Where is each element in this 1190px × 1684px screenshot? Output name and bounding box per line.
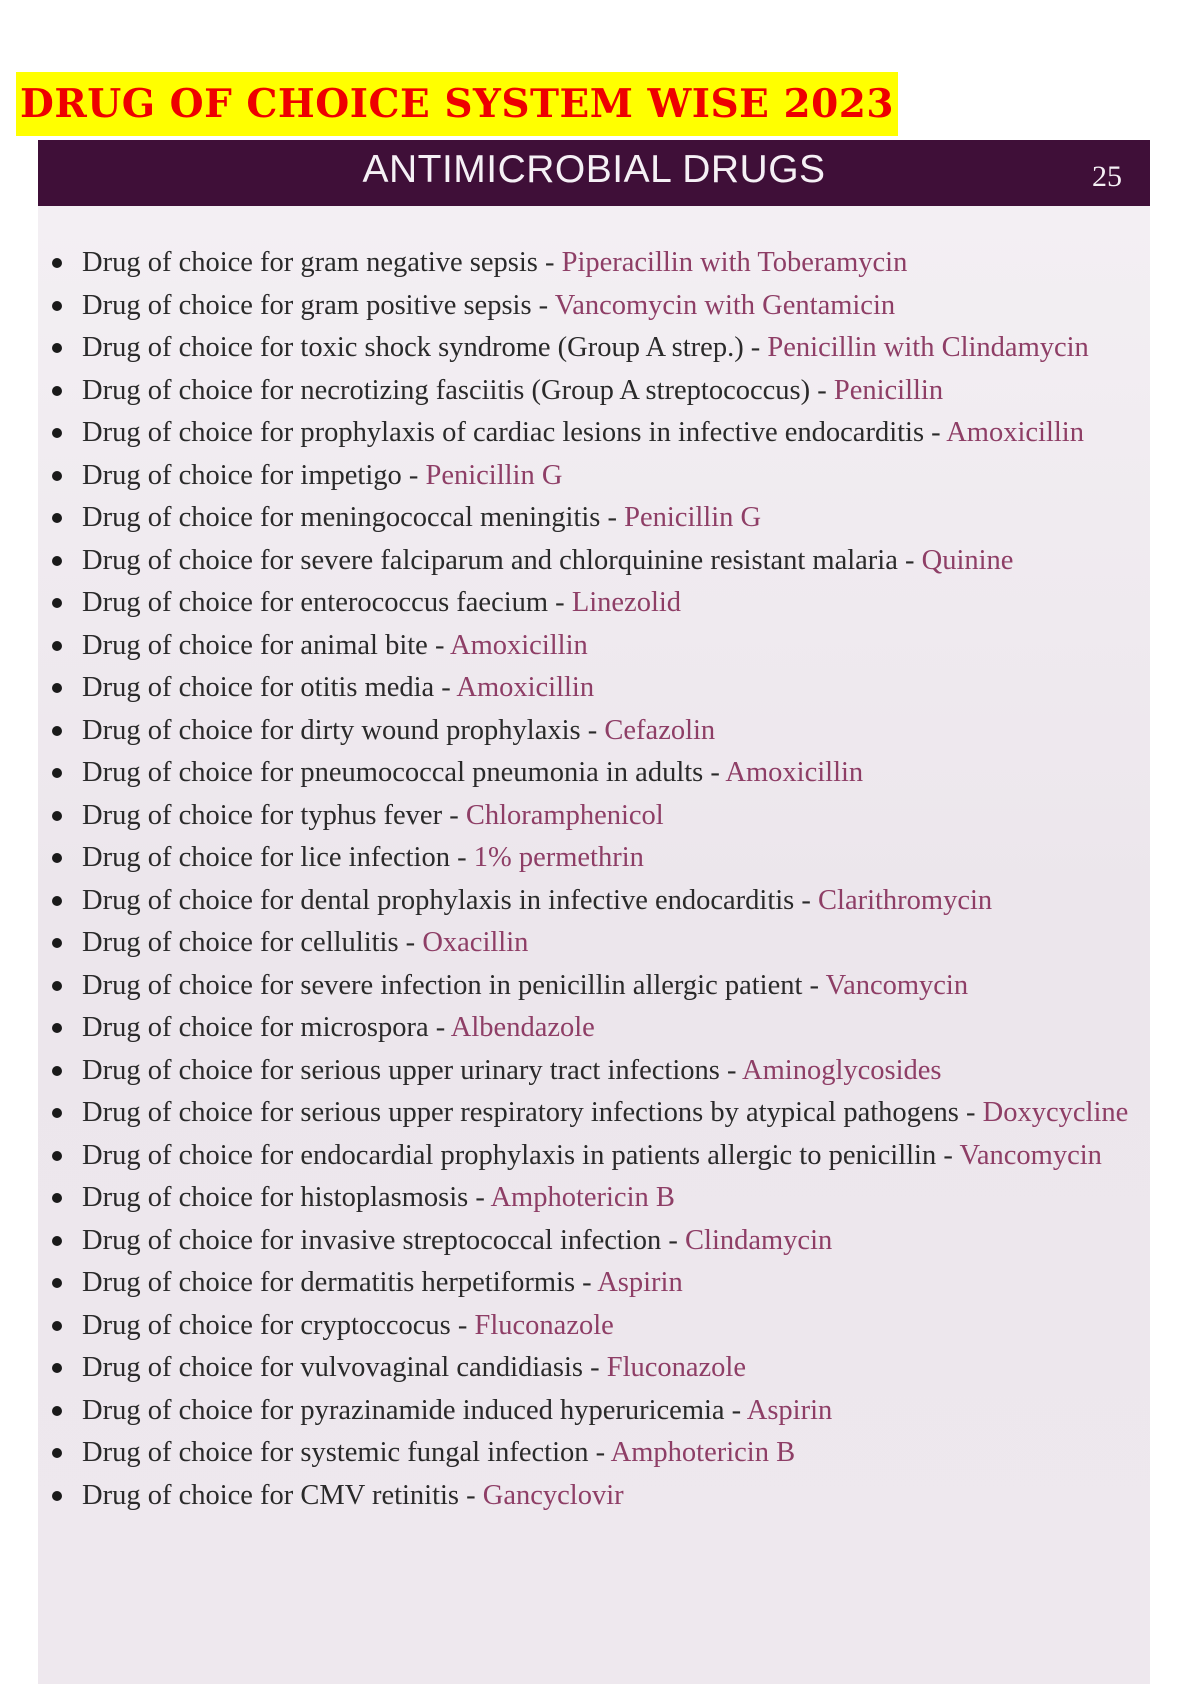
- condition-text: Drug of choice for gram negative sepsis -: [82, 247, 562, 278]
- bullet-icon: [52, 768, 62, 778]
- bullet-icon: [52, 1321, 62, 1331]
- list-item: [38, 455, 1150, 498]
- condition-text: Drug of choice for endocardial prophylaxis in patients allergic to penicillin -: [82, 1139, 960, 1171]
- bullet-icon: [52, 428, 62, 438]
- bullet-icon: [52, 301, 62, 311]
- list-item: [38, 1177, 1150, 1220]
- condition-text: Drug of choice for systemic fungal infection -: [82, 1437, 611, 1468]
- document-page: [38, 140, 1150, 1684]
- condition-text: Drug of choice for severe falciparum and chlorquinine resistant malaria -: [82, 544, 922, 576]
- list-item: [38, 1007, 1150, 1050]
- condition-text: Drug of choice for gram positive sepsis -: [82, 289, 555, 321]
- bullet-icon: [52, 896, 62, 906]
- drug-name: Aspirin: [746, 1394, 833, 1426]
- bullet-icon: [52, 1151, 62, 1161]
- bullet-icon: [52, 938, 62, 948]
- bullet-icon: [52, 471, 62, 481]
- drug-name: Aminoglycosides: [742, 1054, 942, 1086]
- list-item: [38, 837, 1150, 880]
- condition-text: Drug of choice for invasive streptococcal infection -: [82, 1224, 686, 1256]
- drug-name: Amoxicillin: [946, 417, 1084, 448]
- condition-text: Drug of choice for enterococcus faecium -: [82, 587, 572, 618]
- bullet-icon: [52, 258, 62, 268]
- condition-text: Drug of choice for dirty wound prophylaxis -: [82, 714, 605, 746]
- list-item: [38, 880, 1150, 923]
- condition-text: Drug of choice for serious upper urinary tract infections -: [82, 1054, 743, 1086]
- bullet-icon: [52, 811, 62, 821]
- drug-name: Penicillin with Clindamycin: [767, 332, 1089, 363]
- list-item: [38, 1390, 1150, 1433]
- drug-name: Quinine: [921, 544, 1014, 576]
- bullet-icon: [52, 641, 62, 651]
- drug-name: Penicillin G: [624, 502, 762, 533]
- condition-text: Drug of choice for toxic shock syndrome (Group A strep.) -: [82, 332, 768, 363]
- condition-text: Drug of choice for impetigo -: [82, 459, 426, 491]
- section-title: ANTIMICROBIAL DRUGS: [362, 148, 826, 191]
- list-item: [38, 965, 1150, 1008]
- drug-name: Chloramphenicol: [465, 799, 664, 831]
- bullet-icon: [52, 1491, 62, 1501]
- bullet-icon: [52, 1406, 62, 1416]
- condition-text: Drug of choice for dental prophylaxis in infective endocarditis -: [82, 884, 819, 916]
- page-number: 25: [1092, 160, 1122, 193]
- list-item: [38, 667, 1150, 710]
- condition-text: Drug of choice for serious upper respiratory infections by atypical pathogens -: [82, 1097, 983, 1128]
- list-item: [38, 752, 1150, 795]
- list-item: [38, 327, 1150, 370]
- condition-text: Drug of choice for cellulitis -: [82, 927, 423, 958]
- drug-name: Piperacillin with Toberamycin: [561, 247, 908, 278]
- list-item: [38, 285, 1150, 328]
- condition-text: Drug of choice for lice infection -: [82, 842, 474, 873]
- drug-name: Fluconazole: [606, 1352, 747, 1383]
- list-item: [38, 540, 1150, 583]
- bullet-icon: [52, 1193, 62, 1203]
- bullet-icon: [52, 1108, 62, 1118]
- condition-text: Drug of choice for otitis media -: [82, 672, 457, 703]
- list-item: [38, 497, 1150, 540]
- drug-name: Vancomycin: [825, 969, 969, 1001]
- bullet-icon: [52, 683, 62, 693]
- bullet-icon: [52, 556, 62, 566]
- bullet-icon: [52, 1363, 62, 1373]
- drug-name: Doxycycline: [982, 1097, 1129, 1128]
- section-header: [38, 140, 1150, 206]
- condition-text: Drug of choice for prophylaxis of cardiac lesions in infective endocarditis -: [82, 417, 947, 448]
- bullet-icon: [52, 343, 62, 353]
- bullet-icon: [52, 1448, 62, 1458]
- list-item: [38, 1050, 1150, 1093]
- drug-name: Fluconazole: [474, 1309, 614, 1341]
- drug-name: Aspirin: [597, 1267, 683, 1298]
- condition-text: Drug of choice for meningococcal meningitis -: [82, 502, 625, 533]
- list-item: [38, 710, 1150, 753]
- condition-text: Drug of choice for microspora -: [82, 1012, 451, 1043]
- bullet-icon: [52, 853, 62, 863]
- list-item: [38, 625, 1150, 668]
- bullet-icon: [52, 513, 62, 523]
- drug-name: Penicillin: [833, 374, 944, 406]
- drug-name: Clindamycin: [685, 1224, 833, 1256]
- condition-text: Drug of choice for pyrazinamide induced hyperuricemia -: [82, 1394, 747, 1426]
- list-item: [38, 922, 1150, 965]
- condition-text: Drug of choice for dermatitis herpetiformis -: [82, 1267, 598, 1298]
- drug-name: Amphotericin B: [490, 1182, 675, 1213]
- list-item: [38, 1475, 1150, 1518]
- bullet-icon: [52, 1023, 62, 1033]
- list-item: [38, 1305, 1150, 1348]
- drug-name: Linezolid: [571, 587, 682, 618]
- condition-text: Drug of choice for necrotizing fasciitis (Group A streptococcus) -: [82, 374, 834, 406]
- drug-name: Gancyclovir: [482, 1479, 624, 1511]
- bullet-icon: [52, 386, 62, 396]
- condition-text: Drug of choice for animal bite -: [82, 629, 450, 661]
- drug-name: 1% permethrin: [473, 842, 644, 873]
- list-item: [38, 370, 1150, 413]
- drug-list: [38, 242, 1150, 1517]
- list-item: [38, 795, 1150, 838]
- drug-name: Amphotericin B: [610, 1437, 796, 1468]
- drug-name: Amoxicillin: [456, 672, 595, 703]
- banner-title: DRUG OF CHOICE SYSTEM WISE 2023: [20, 81, 895, 127]
- drug-name: Albendazole: [450, 1012, 595, 1043]
- list-item: [38, 242, 1150, 285]
- drug-name: Amoxicillin: [450, 629, 588, 661]
- bullet-icon: [52, 1278, 62, 1288]
- bullet-icon: [52, 981, 62, 991]
- list-item: [38, 1135, 1150, 1178]
- bullet-icon: [52, 1236, 62, 1246]
- drug-name: Amoxicillin: [725, 757, 864, 788]
- list-item: [38, 1432, 1150, 1475]
- list-item: [38, 1092, 1150, 1135]
- condition-text: Drug of choice for CMV retinitis -: [82, 1479, 483, 1511]
- bullet-icon: [52, 726, 62, 736]
- list-item: [38, 582, 1150, 625]
- condition-text: Drug of choice for severe infection in penicillin allergic patient -: [82, 969, 826, 1001]
- list-item: [38, 1262, 1150, 1305]
- drug-name: Oxacillin: [422, 927, 529, 958]
- condition-text: Drug of choice for pneumococcal pneumonia in adults -: [82, 757, 726, 788]
- bullet-icon: [52, 1066, 62, 1076]
- bullet-icon: [52, 598, 62, 608]
- list-item: [38, 412, 1150, 455]
- condition-text: Drug of choice for typhus fever -: [82, 799, 466, 831]
- condition-text: Drug of choice for cryptoccocus -: [82, 1309, 475, 1341]
- title-banner: [16, 72, 898, 136]
- list-item: [38, 1220, 1150, 1263]
- drug-name: Clarithromycin: [818, 884, 993, 916]
- drug-name: Penicillin G: [425, 459, 563, 491]
- drug-name: Vancomycin with Gentamicin: [554, 289, 896, 321]
- drug-name: Cefazolin: [604, 714, 716, 746]
- list-item: [38, 1347, 1150, 1390]
- condition-text: Drug of choice for vulvovaginal candidiasis -: [82, 1352, 607, 1383]
- condition-text: Drug of choice for histoplasmosis -: [82, 1182, 491, 1213]
- drug-name: Vancomycin: [959, 1139, 1102, 1171]
